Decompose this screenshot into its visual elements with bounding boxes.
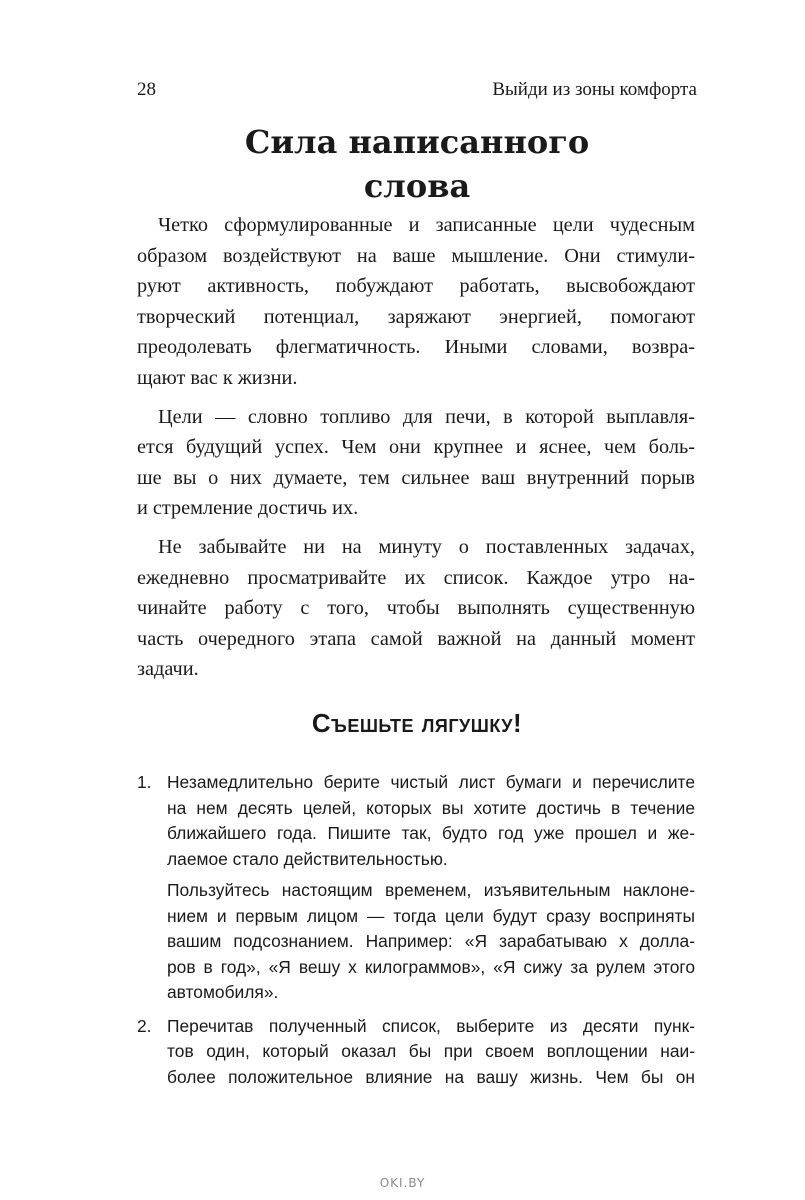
list-item-paragraph — [167, 1014, 695, 1091]
text-line: творческий потенциал, заряжают энергией, помогают — [137, 305, 695, 328]
section-title: Съешьте лягушку! — [311, 708, 523, 738]
text-line: часть очередного этапа самой важной на данный момент — [137, 627, 695, 650]
body-paragraph — [137, 532, 695, 685]
text-line: лаемое стало действительностью. — [167, 848, 448, 869]
chapter-title-line: слова — [363, 167, 471, 205]
text-line: ближайшего года. Пишите так, будто год уже прошел и же- — [167, 823, 695, 843]
text-line: преодолевать флегматичность. Иными словами, возвра- — [137, 336, 695, 359]
page-number: 28 — [137, 79, 156, 100]
list-item-number: 1. — [137, 772, 152, 792]
book-title: Выйди из зоны комфорта — [492, 79, 697, 100]
text-line: вашим подсознанием. Например: «Я зарабатываю х долла- — [167, 931, 695, 951]
text-line: чинайте работу с того, чтобы выполнять существенную — [137, 597, 695, 620]
text-line: Незамедлительно берите чистый лист бумаги и перечислите — [167, 772, 695, 792]
text-line: нием и первым лицом — тогда цели будут сразу восприняты — [167, 905, 695, 926]
exercise-list — [137, 770, 695, 1098]
list-item-paragraph — [167, 878, 695, 1006]
text-line: на нем десять целей, которых вы хотите достичь в течение — [167, 797, 695, 818]
list-item-paragraph — [167, 770, 695, 872]
text-line: Пользуйтесь настоящим временем, изъявительным наклоне- — [167, 880, 695, 900]
text-line: задачи. — [137, 658, 199, 681]
running-header — [137, 76, 697, 104]
text-line: Не забывайте ни на минуту о поставленных задачах, — [158, 535, 695, 558]
body-text — [137, 210, 695, 693]
text-line: Четко сформулированные и записанные цели чудесным — [158, 214, 695, 236]
body-paragraph — [137, 210, 695, 394]
text-line: тов один, который оказал бы при своем воплощении наи- — [167, 1041, 695, 1061]
text-line: ров в год», «Я вешу х килограммов», «Я сижу за рулем этого — [167, 956, 695, 977]
chapter-title — [137, 120, 697, 208]
text-line: ется будущий успех. Чем они крупнее и яснее, чем боль- — [137, 436, 695, 459]
list-item — [137, 1014, 695, 1091]
text-line: щают вас к жизни. — [137, 366, 298, 389]
text-line: образом воздействуют на ваше мышление. Они стимули- — [137, 244, 695, 267]
watermark: OKI.BY — [379, 1176, 426, 1190]
text-line: автомобиля». — [167, 982, 279, 1002]
list-item-number: 2. — [137, 1015, 152, 1036]
chapter-title-line: Сила написанного — [244, 123, 590, 161]
text-line: ежедневно просматривайте их список. Каждое утро на- — [137, 566, 695, 589]
text-line: более положительное влияние на вашу жизнь. Чем бы он — [167, 1066, 695, 1087]
list-item — [137, 770, 695, 1006]
text-line: Перечитав полученный список, выберите из десяти пунк- — [167, 1015, 695, 1036]
text-line: Цели — словно топливо для печи, в которой выплавля- — [158, 405, 695, 428]
body-paragraph — [137, 402, 695, 524]
text-line: и стремление достичь их. — [137, 497, 359, 520]
text-line: ше вы о них думаете, тем сильнее ваш внутренний порыв — [137, 466, 695, 489]
text-line: руют активность, побуждают работать, высвобождают — [137, 275, 695, 298]
